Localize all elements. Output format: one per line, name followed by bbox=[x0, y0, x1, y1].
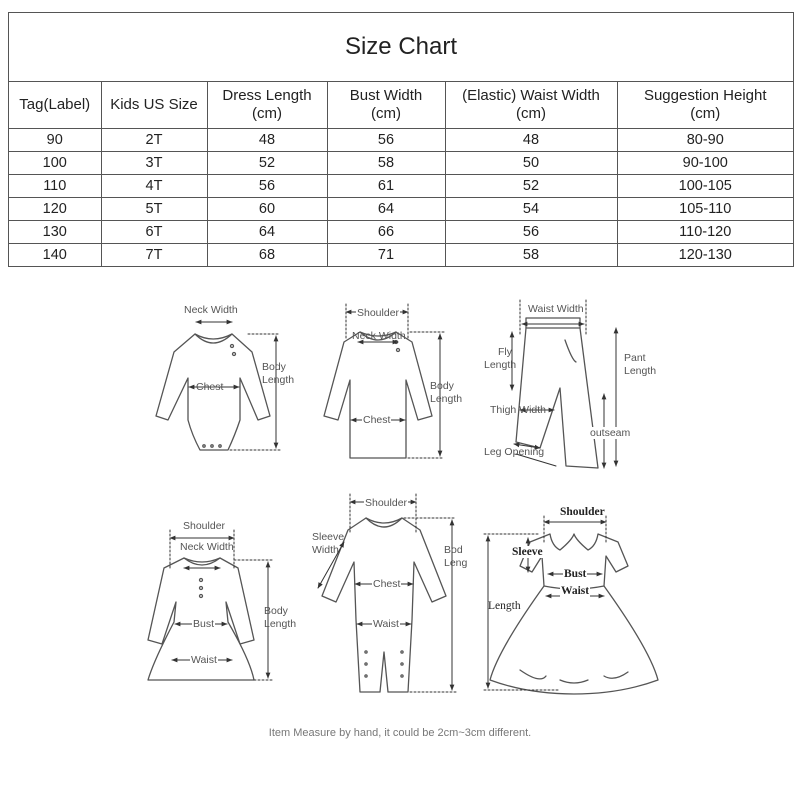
table-cell: 58 bbox=[327, 152, 445, 175]
romper-sleeve-width-label-1: Sleeve bbox=[312, 531, 345, 543]
table-cell: 64 bbox=[207, 221, 327, 244]
table-cell: 5T bbox=[101, 198, 207, 221]
romper-body-length-label-2: Leng bbox=[444, 557, 468, 569]
shirt-shoulder-label: Shoulder bbox=[357, 307, 400, 319]
table-cell: 90 bbox=[9, 129, 101, 152]
table-row bbox=[9, 152, 793, 175]
shirt-neck-width-label: Neck Width bbox=[352, 330, 406, 342]
table-cell: 52 bbox=[445, 175, 617, 198]
table-cell: 120-130 bbox=[678, 247, 732, 263]
romper-sleeve-width-label-2: Width bbox=[312, 544, 339, 556]
bodysuit-body-length-label-2: Length bbox=[262, 374, 295, 386]
table-cell: 90-100 bbox=[617, 152, 793, 175]
table-cell: 100 bbox=[9, 152, 101, 175]
header-bust-width: Bust Width (cm) bbox=[327, 82, 445, 129]
table-cell: 2T bbox=[101, 129, 207, 152]
table-cell: 56 bbox=[207, 175, 327, 198]
baby-dress-bust-label: Bust bbox=[193, 618, 215, 630]
table-cell: 4T bbox=[101, 175, 207, 198]
table-cell: 54 bbox=[445, 198, 617, 221]
bodysuit-chest-label: Chest bbox=[196, 381, 224, 393]
romper-drawing bbox=[322, 518, 446, 692]
garment-illustrations bbox=[0, 280, 800, 780]
romper-body-length-label-1: Bod bbox=[444, 544, 463, 556]
girl-dress-drawing bbox=[490, 534, 658, 694]
girl-dress-length-label: Length bbox=[488, 600, 521, 612]
table-cell: 110-120 bbox=[617, 221, 793, 244]
header-row bbox=[9, 82, 793, 129]
girl-dress-bust-label: Bust bbox=[564, 568, 587, 580]
girl-dress-waist-label: Waist bbox=[561, 585, 590, 597]
header-suggestion-height: Suggestion Height (cm) bbox=[617, 82, 793, 129]
baby-dress-body-length-label-2: Length bbox=[264, 618, 297, 630]
romper-shoulder-label: Shoulder bbox=[365, 497, 408, 509]
pants-outseam-label: outseam bbox=[590, 427, 631, 439]
shirt-body-length-label-2: Length bbox=[430, 393, 463, 405]
table-cell: 52 bbox=[207, 152, 327, 175]
table-cell: 56 bbox=[445, 221, 617, 244]
bodysuit-body-length-label-1: Body bbox=[262, 361, 286, 373]
pants-pant-length-label-1: Pant bbox=[624, 352, 646, 364]
shirt-body-length-label-1: Body bbox=[430, 380, 454, 392]
measurement-diagrams bbox=[0, 280, 800, 780]
table-cell: 71 bbox=[327, 244, 445, 267]
table-row bbox=[9, 221, 793, 244]
baby-dress-neck-width-label: Neck Width bbox=[180, 541, 234, 553]
header-waist-width: (Elastic) Waist Width (cm) bbox=[445, 82, 617, 129]
romper-waist-label: Waist bbox=[373, 618, 399, 630]
table-cell: 105-110 bbox=[617, 198, 793, 221]
baby-dress-waist-label: Waist bbox=[191, 654, 217, 666]
table-cell: 110 bbox=[9, 175, 101, 198]
table-row bbox=[9, 198, 793, 221]
header-dress-length: Dress Length (cm) bbox=[207, 82, 327, 129]
shirt-drawing bbox=[324, 332, 432, 458]
pants-pant-length-label-2: Length bbox=[624, 365, 657, 377]
measurement-note: Item Measure by hand, it could be 2cm~3cm different. bbox=[268, 727, 532, 739]
pants-waist-width-label: Waist Width bbox=[528, 303, 584, 315]
header-kids-us-size: Kids US Size bbox=[101, 82, 207, 129]
table-cell: 61 bbox=[327, 175, 445, 198]
bodysuit-neck-width-label: Neck Width bbox=[184, 304, 238, 316]
girl-dress-shoulder-label: Shoulder bbox=[560, 506, 605, 518]
baby-dress-body-length-label-1: Body bbox=[264, 605, 288, 617]
table-cell: 3T bbox=[101, 152, 207, 175]
table-cell: 64 bbox=[327, 198, 445, 221]
table-cell: 140 bbox=[9, 244, 101, 267]
table-cell: 6T bbox=[101, 221, 207, 244]
pants-fly-length-label-1: Fly bbox=[498, 346, 512, 358]
table-row bbox=[9, 129, 793, 152]
baby-dress-shoulder-label: Shoulder bbox=[183, 520, 226, 532]
chart-title: Size Chart bbox=[9, 13, 793, 82]
table-cell: 48 bbox=[207, 129, 327, 152]
size-table bbox=[9, 82, 793, 266]
table-cell: 66 bbox=[327, 221, 445, 244]
pants-thigh-width-label: Thigh Width bbox=[490, 404, 547, 416]
table-cell: 80-90 bbox=[617, 129, 793, 152]
table-row bbox=[9, 244, 793, 267]
table-cell: 120 bbox=[9, 198, 101, 221]
table-cell: 60 bbox=[207, 198, 327, 221]
table-cell: 68 bbox=[207, 244, 327, 267]
pants-fly-length-label-2: Length bbox=[484, 359, 517, 371]
table-cell: 7T bbox=[101, 244, 207, 267]
shirt-chest-label: Chest bbox=[363, 414, 391, 426]
table-cell: 48 bbox=[445, 129, 617, 152]
table-cell: 56 bbox=[327, 129, 445, 152]
header-tag-label: Tag(Label) bbox=[9, 82, 101, 129]
table-row bbox=[9, 175, 793, 198]
girl-dress-sleeve-label: Sleeve bbox=[512, 546, 543, 558]
romper-chest-label: Chest bbox=[373, 578, 401, 590]
table-cell: 100-105 bbox=[617, 175, 793, 198]
table-cell: 130 bbox=[9, 221, 101, 244]
table-cell: 58 bbox=[445, 244, 617, 267]
size-chart bbox=[8, 12, 794, 267]
table-cell: 50 bbox=[445, 152, 617, 175]
pants-leg-opening-label: Leg Opening bbox=[484, 446, 545, 458]
